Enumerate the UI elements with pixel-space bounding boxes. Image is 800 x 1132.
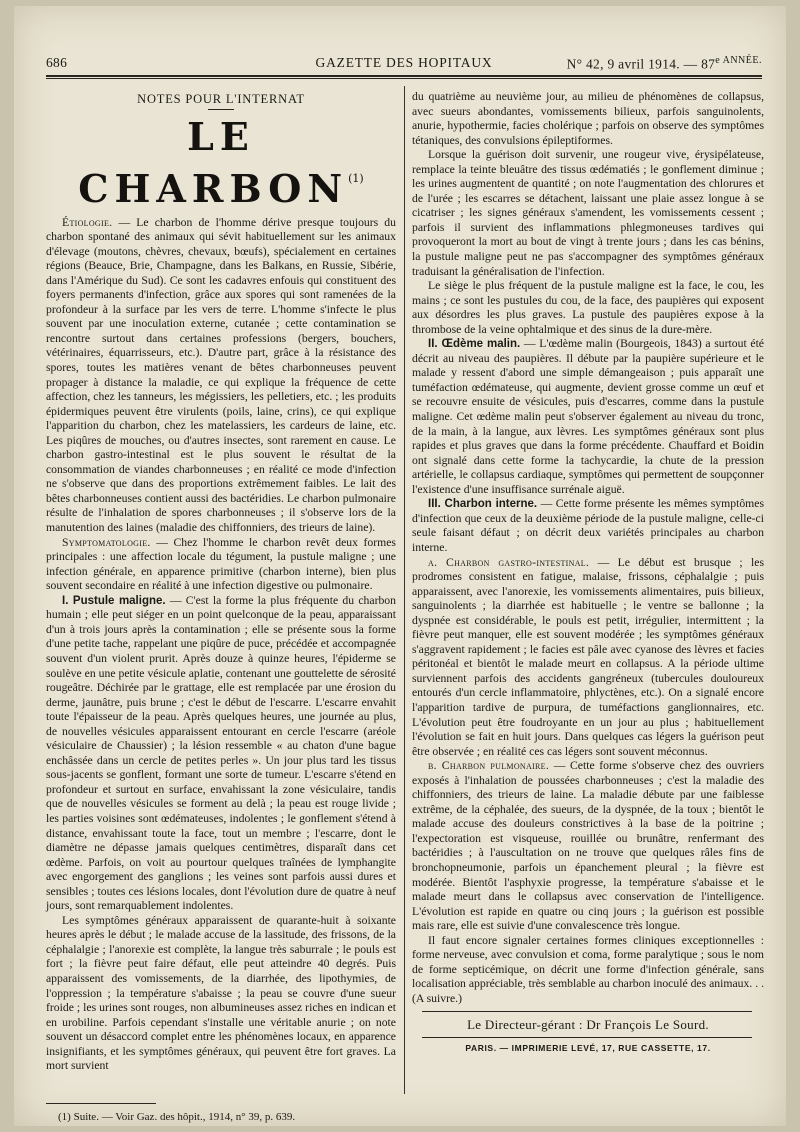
paragraph — [412, 934, 764, 1007]
right-column-body — [412, 90, 764, 1006]
issue-dateline — [567, 55, 762, 73]
paragraph — [46, 216, 396, 536]
left-column-body — [46, 216, 396, 1074]
imprint-rule — [422, 1037, 752, 1038]
issue-dateline-text: N° 42, 9 avril 1914. — 87 — [566, 56, 716, 72]
paragraph — [412, 90, 764, 148]
paragraph — [412, 497, 764, 555]
paragraph-text: Lorsque la guérison doit survenir, une rougeur vive, érysipélateuse, remplace la teinte bleuâtre des tissus œdématiés ; le gonflement diminue ; les urines augmentent de quantité ; on note l'augmentation des chlorures et de l'urée ; les escarres se détachent, laissant une plaie assez longue à se cicatriser ; les signes généraux s'amendent, les vomissements cessent ; parfois il survient des inflammations phlegmoneuses tardives qui provoqueront la mort au bout de vingt à trente jours ; dans les cas bénins, la pustule maligne peut ne pas s'accompagner des symptômes généraux traduisant la généralisation de l'infection. — [412, 148, 764, 278]
paragraph-lead: I. Pustule maligne. — [62, 594, 166, 607]
header-rule — [46, 75, 762, 77]
paragraph-text: Le siège le plus fréquent de la pustule maligne est la face, le cou, les mains ; ce sont les pustules du cou, de la face, des paupières qui exposent aux désordres les plus graves. La pustule des paupières expose à la thrombose de la veine ophtalmique et des sinus de la dure-mère. — [412, 279, 764, 336]
paragraph-lead: b. Charbon pulmonaire. — [428, 759, 550, 773]
paragraph — [46, 594, 396, 914]
paragraph — [46, 536, 396, 594]
paragraph-text: — Le début est brusque ; les prodromes consistent en fatigue, malaise, frissons, céphalalgie ; puis apparaissent, avec l'anorexie, les vomissements alimentaires, puis bilieux, sanguinolents ; la diarrhée est habituelle ; le ventre se ballonne ; la dyspnée est considérable, le pouls est petit, irrégulier, intermittent ; la fièvre peut manquer, elle est souvent modérée ; les symptômes généraux s'aggravent rapidement ; le facies est pâle avec cyanose des lèvres et facies péritonéal et bientôt le malade meurt en collapsus. A la période ultime surviennent parfois des accidents gangréneux (tubercules douloureux entourés d'un cercle inflammatoire, phlyctènes, etc.). On a signalé encore l'apparition tardive de purpura, de tuméfactions ganglionnaires, etc. L'évolution peut être foudroyante en un jour au plus ; habituellement l'évolution se fait en huit jours. Dans quelques cas légers la guérison peut être observée ; en réalité ces cas légers sont souvent méconnus. — [412, 555, 764, 758]
left-column — [46, 90, 396, 1074]
paragraph-lead: II. Œdème malin. — [428, 338, 521, 351]
edition-year: e ANNÉE. — [715, 55, 762, 66]
page-header — [46, 52, 762, 76]
paragraph-text: Il faut encore signaler certaines formes cliniques exceptionnelles : forme nerveuse, avec convulsion et coma, forme paralytique ; sous le nom de forme septicémique, on décrit une forme d'infection générale, sans localisation appréciable, très semblable au charbon inoculé des animaux. . . (A suivre.) — [412, 933, 764, 1005]
paragraph-text: — Le charbon de l'homme dérive presque toujours du charbon spontané des animaux qui sévit habituellement sur les animaux d'élevage (moutons, chèvres, chevaux, bœufs), spécialement en certaines régions (Beauce, Brie, Champagne, dans les Balkans, en Russie, Sibérie, dans l'Amérique du Sud). Ce sont les cadavres enfouis qui constituent des foyers permanents d'infection, grâce aux spores qui sont ramenées de la profondeur à la surface par les vers de terre. L'homme s'infecte le plus souvent par une inoculation externe, cutanée ; cette contamination se rencontre surtout dans certaines professions (bergers, bouchers, vétérinaires, équarrisseurs, etc.). D'autre part, grâce à la résistance des spores, toutes les matières venant de bêtes charbonneuses peuvent propager à distance la maladie, ce qui explique la fréquence de cette affection, chez les tanneurs, les mégissiers, les pelletiers, etc. ; les produits épidermiques peuvent être virulents (poils, laine, crins), ce qui explique l'apparition du charbon, chez les matelassiers, les cardeurs de laine, etc. Les piqûres de mouches, ou d'autres insectes, sont rarement en cause. Le charbon gastro-intestinal est le plus souvent le résultat de la consommation de viandes charbonneuses ; en réalité ce mode d'infection ne s'observe que dans des proportions extrêmement faibles. Le lait des bêtes charbonneuses contient aussi des bactéridies. Le charbon pulmonaire résulte de l'inhalation de spores charbonneuses ; il s'observe lors de la manutention des laines (maladie des chiffonniers, des trieurs de laine). — [46, 215, 396, 535]
paragraph — [412, 337, 764, 497]
signature-rule — [422, 1011, 752, 1012]
paragraph-lead: III. Charbon interne. — [428, 498, 538, 511]
paragraph-text: du quatrième au neuvième jour, au milieu de phénomènes de collapsus, avec sueurs abondantes, vomissements bilieux, parfois sanguinolents, anurie, hypothermie, facies cholérique ; parfois on observe des symptômes tétaniques, des convulsions épileptiformes. — [412, 90, 764, 147]
footnote: (1) Suite. — Voir Gaz. des hôpit., 1914, n° 39, p. 639. — [58, 1111, 296, 1123]
article-title-text: LE CHARBON — [78, 113, 349, 211]
paragraph-text: — Cette forme s'observe chez des ouvriers exposés à l'inhalation de poussées charbonneuses ; c'est la maladie des chiffonniers, des trieurs de laine. La maladie débute par une faiblesse extrême, de la céphalée, des sueurs, de la dyspnée, de la toux ; bientôt le malade accuse des douleurs constrictives à la base de la poitrine ; l'expectoration est visqueuse, rouillée ou brunâtre, renfermant des bactéridies ; à l'auscultation on ne trouve que quelques râles fins de bronchopneumonie, parfois un épanchement pleural ; la fièvre est modérée. Bientôt l'asphyxie progresse, la température s'abaisse et le malade meurt dans le collapsus avec conservation de l'intelligence. L'évolution est rapide en quatre ou cinq jours ; la guérison est possible mais rare, elle est suivie d'une convalescence très longue. — [412, 759, 764, 933]
printer-imprint: PARIS. — IMPRIMERIE LEVÉ, 17, RUE CASSETTE, 17. — [465, 1043, 711, 1053]
section-kicker: NOTES POUR L'INTERNAT — [137, 92, 305, 106]
kicker-rule — [208, 109, 234, 110]
director-signature: Le Directeur-gérant : Dr François Le Sourd. — [467, 1017, 709, 1033]
column-separator — [404, 86, 405, 1094]
paragraph-text: Les symptômes généraux apparaissent de quarante-huit à soixante heures après le début ; le malade accuse de la lassitude, des frissons, de la céphalalgie ; l'anorexie est complète, la langue très saburrale ; le pouls est fort ; la fièvre peut faire défaut, elle peut atteindre 40 degrés. Puis apparaissent des vomissements, de la diarrhée, des lipothymies, de l'oppression ; la température s'abaisse ; la peau se couvre d'une sueur froide ; les urines sont rouges, non albumineuses assez riches en indican et en urobiline. Parfois cependant s'installe une véritable anurie ; on note souvent un désaccord complet entre les phénomènes locaux, en apparence insignifiants, et les symptômes généraux, qui peuvent être fort graves. La mort survient — [46, 913, 396, 1073]
paragraph — [412, 279, 764, 337]
paragraph — [412, 148, 764, 279]
right-column — [412, 90, 764, 1056]
paragraph-text: — L'œdème malin (Bourgeois, 1843) a surtout été décrit au niveau des paupières. Il débute par la paupière supérieure et le malade y ressent d'abord une simple démangeaison ; puis apparaît une tuméfaction œdémateuse, qui augmente, devient grosse comme un œuf et se recouvre ensuite de vésicules, puis d'escarres, comme dans la pustule maligne. Cet œdème malin peut s'observer également au niveau du tronc, de la main, à la langue, aux lèvres. Les symptômes généraux sont plus rapides et plus graves que dans la forme précédente. Chauffard et Boidin ont signalé dans cette forme la tachycardie, la chute de la pression artérielle, le collapsus cardiaque, symptômes qui permettent de soupçonner l'existence d'une insuffisance surrénale aiguë. — [412, 337, 764, 496]
paragraph — [412, 556, 764, 760]
paragraph-lead: Symptomatologie. — [62, 535, 151, 549]
footnote-rule — [46, 1103, 156, 1104]
paragraph-lead: a. Charbon gastro-intestinal. — [428, 555, 590, 569]
paragraph-lead: Étiologie. — [62, 215, 113, 229]
paragraph-text: — C'est la forme la plus fréquente du charbon humain ; elle peut siéger en un point quelconque de la peau, apparaissant d'un à trois jours après la contamination ; elle se présente sous la forme d'une petite tache, rappelant une piqûre de puce, précédée et accompagnée souvent d'un violent prurit. Après douze à quinze heures, l'épiderme se soulève en une petite vésicule aplatie, contenant une gouttelette de sérosité rougeâtre. Déchirée par le grattage, elle est remplacée par une érosion du derme, jaunâtre, puis brune ; c'est le début de l'escarre. L'escarre envahit toute l'épaisseur de la peau. Après quelques heures, une journée au plus, de nouvelles vésicules apparaissent entourant en cercle l'escarre (aréole vésiculaire de Chaussier) ; la lésion ressemble « au chaton d'une bague enchâssée dans un cercle de petites perles ». Un jour plus tard les tissus sous-jacents se gonflent, formant une sorte de tumeur. L'escarre s'étend en profondeur et surtout en surface, envahissant la zone vésiculaire, tandis que de nouvelles vésicules se forment au delà ; la peau est rouge livide ; les parties voisines sont œdémateuses, indolentes ; le gonflement s'étend à distance, envahissant toute la face, tout un membre ; l'escarre, dont le diamètre ne dépasse jamais quelques centimètres, disparaît dans cet œdème. Parfois, on voit au pourtour quelques traînées de lymphangite avec engorgement des ganglions ; les veines sont parfois aussi dures et sensibles ; toutes ces lésions locales, dont l'évolution dure de quatre à neuf jours, sont remarquablement indolentes. — [46, 593, 396, 913]
paragraph-text: — Cette forme présente les mêmes symptômes d'infection que ceux de la deuxième période de la pustule maligne, celle-ci seule faisant défaut ; on décrit deux variétés principales au charbon interne. — [412, 497, 765, 554]
paragraph — [46, 914, 396, 1074]
title-footnote-mark: (1) — [348, 171, 364, 185]
paragraph-text: — Chez l'homme le charbon revêt deux formes principales : une affection locale du tégument, la pustule maligne ; une infection générale, en apparence primitive (charbon interne), bien plus souvent secondaire en réalité à une infection digestive ou pulmonaire. — [46, 535, 396, 593]
page-number: 686 — [46, 55, 68, 70]
paragraph — [412, 759, 764, 934]
journal-title: GAZETTE DES HOPITAUX — [315, 55, 493, 70]
header-rule-thin — [46, 78, 762, 79]
article-title — [46, 113, 396, 211]
